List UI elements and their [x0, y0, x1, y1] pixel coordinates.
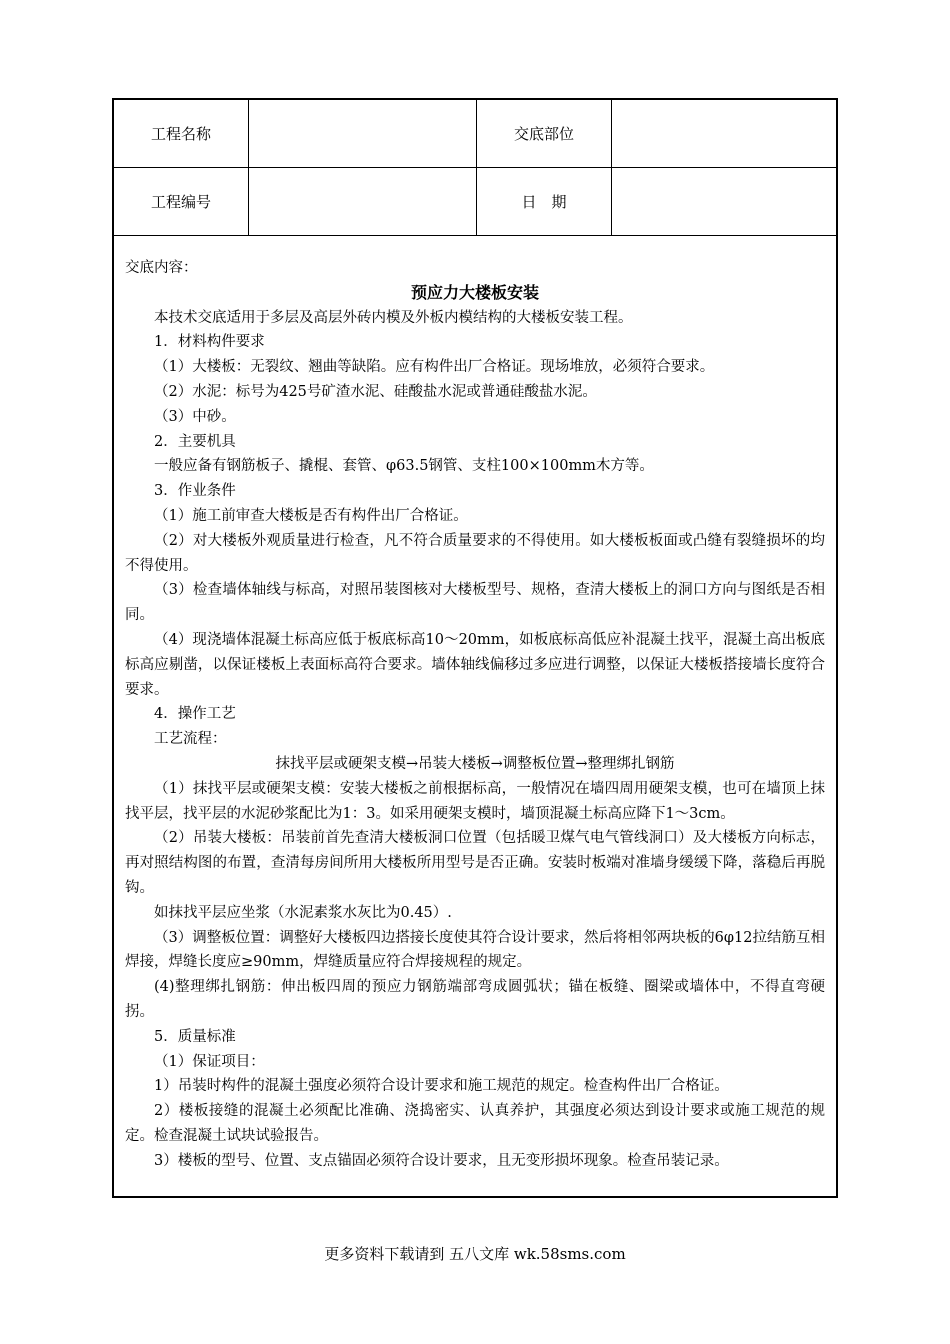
part-value: [612, 100, 836, 167]
paragraph: （4）现浇墙体混凝土标高应低于板底标高10～20mm，如板底标高低应补混凝土找平，混凝土高出板底标高应剔凿，以保证楼板上表面标高符合要求。墙体轴线偏移过多应进行调整，以保证大楼板搭接墙长度符合要求。: [125, 631, 825, 698]
paragraph: （2）对大楼板外观质量进行检查，凡不符合质量要求的不得使用。如大楼板板面或凸缝有裂缝损坏的均不得使用。: [125, 532, 825, 574]
project-no-value: [249, 168, 477, 235]
section-heading: 1．材料构件要求: [154, 334, 265, 351]
paragraph: 1）吊装时构件的混凝土强度必须符合设计要求和施工规范的规定。检查构件出厂合格证。: [154, 1078, 729, 1095]
content-label: 交底内容：: [125, 260, 198, 276]
section-heading: 3．作业条件: [154, 483, 236, 500]
project-name-value: [249, 100, 477, 167]
paragraph: (4)整理绑扎钢筋：伸出板四周的预应力钢筋端部弯成圆弧状；锚在板缝、圈梁或墙体中，不得直弯硬拐。: [125, 979, 825, 1020]
paragraph: 3）楼板的型号、位置、支点锚固必须符合设计要求，且无变形损坏现象。检查吊装记录。: [154, 1152, 729, 1169]
section-heading: 2．主要机具: [154, 433, 236, 450]
paragraph: （1）保证项目：: [154, 1053, 265, 1070]
paragraph: 2）楼板接缝的混凝土必须配比准确、浇捣密实、认真养护，其强度必须达到设计要求或施工规范的规定。检查混凝土试块试验报告。: [125, 1103, 825, 1144]
header-row-1: [114, 100, 836, 168]
project-name-label: 工程名称: [114, 100, 249, 167]
disclosure-form: [112, 98, 838, 1198]
part-label: 交底部位: [477, 100, 612, 167]
paragraph: （3）中砂。: [154, 408, 236, 425]
paragraph: （2）吊装大楼板：吊装前首先查清大楼板洞口位置（包括暖卫煤气电气管线洞口）及大楼板方向标志，再对照结构图的布置，查清每房间所用大楼板所用型号是否正确。安装时板端对准墙身缓缓下降，落稳后再脱钩。: [125, 830, 825, 896]
paragraph: （1）抹找平层或硬架支模：安装大楼板之前根据标高，一般情况在墙四周用硬架支模，也可在墙顶上抹找平层，找平层的水泥砂浆配比为1：3。如采用硬架支模时，墙顶混凝土标高应降下1～3cm。: [125, 780, 825, 822]
paragraph: 工艺流程：: [154, 731, 227, 748]
paragraph: 一般应备有钢筋板子、撬棍、套管、φ63.5钢管、支柱100×100mm木方等。: [154, 458, 654, 475]
process-flow: 抹找平层或硬架支模→吊装大楼板→调整板位置→整理绑扎钢筋: [275, 755, 675, 772]
date-label: 日 期: [477, 168, 612, 235]
disclosure-content: [125, 256, 825, 1173]
paragraph: （3）检查墙体轴线与标高，对照吊装图核对大楼板型号、规格，查清大楼板上的洞口方向与图纸是否相同。: [125, 582, 825, 624]
footer-text: 更多资料下载请到 五八文库 wk.58sms.com: [324, 1245, 626, 1263]
paragraph: （1）大楼板：无裂纹、翘曲等缺陷。应有构件出厂合格证。现场堆放，必须符合要求。: [154, 359, 715, 376]
section-heading: 5．质量标准: [154, 1028, 236, 1045]
paragraph: 本技术交底适用于多层及高层外砖内模及外板内模结构的大楼板安装工程。: [154, 309, 633, 326]
header-row-2: [114, 168, 836, 236]
section-heading: 4．操作工艺: [154, 706, 236, 723]
paragraph: （3）调整板位置：调整好大楼板四边搭接长度使其符合设计要求，然后将相邻两块板的6φ12拉结筋互相焊接，焊缝长度应≥90mm，焊缝质量应符合焊接规程的规定。: [125, 929, 825, 971]
date-value: [612, 168, 836, 235]
paragraph: （1）施工前审查大楼板是否有构件出厂合格证。: [154, 507, 468, 524]
document-title: 预应力大楼板安装: [410, 282, 539, 302]
paragraph: （2）水泥：标号为425号矿渣水泥、硅酸盐水泥或普通硅酸盐水泥。: [154, 383, 597, 400]
paragraph: 如抹找平层应坐浆（水泥素浆水灰比为0.45）.: [154, 904, 452, 921]
project-no-label: 工程编号: [114, 168, 249, 235]
